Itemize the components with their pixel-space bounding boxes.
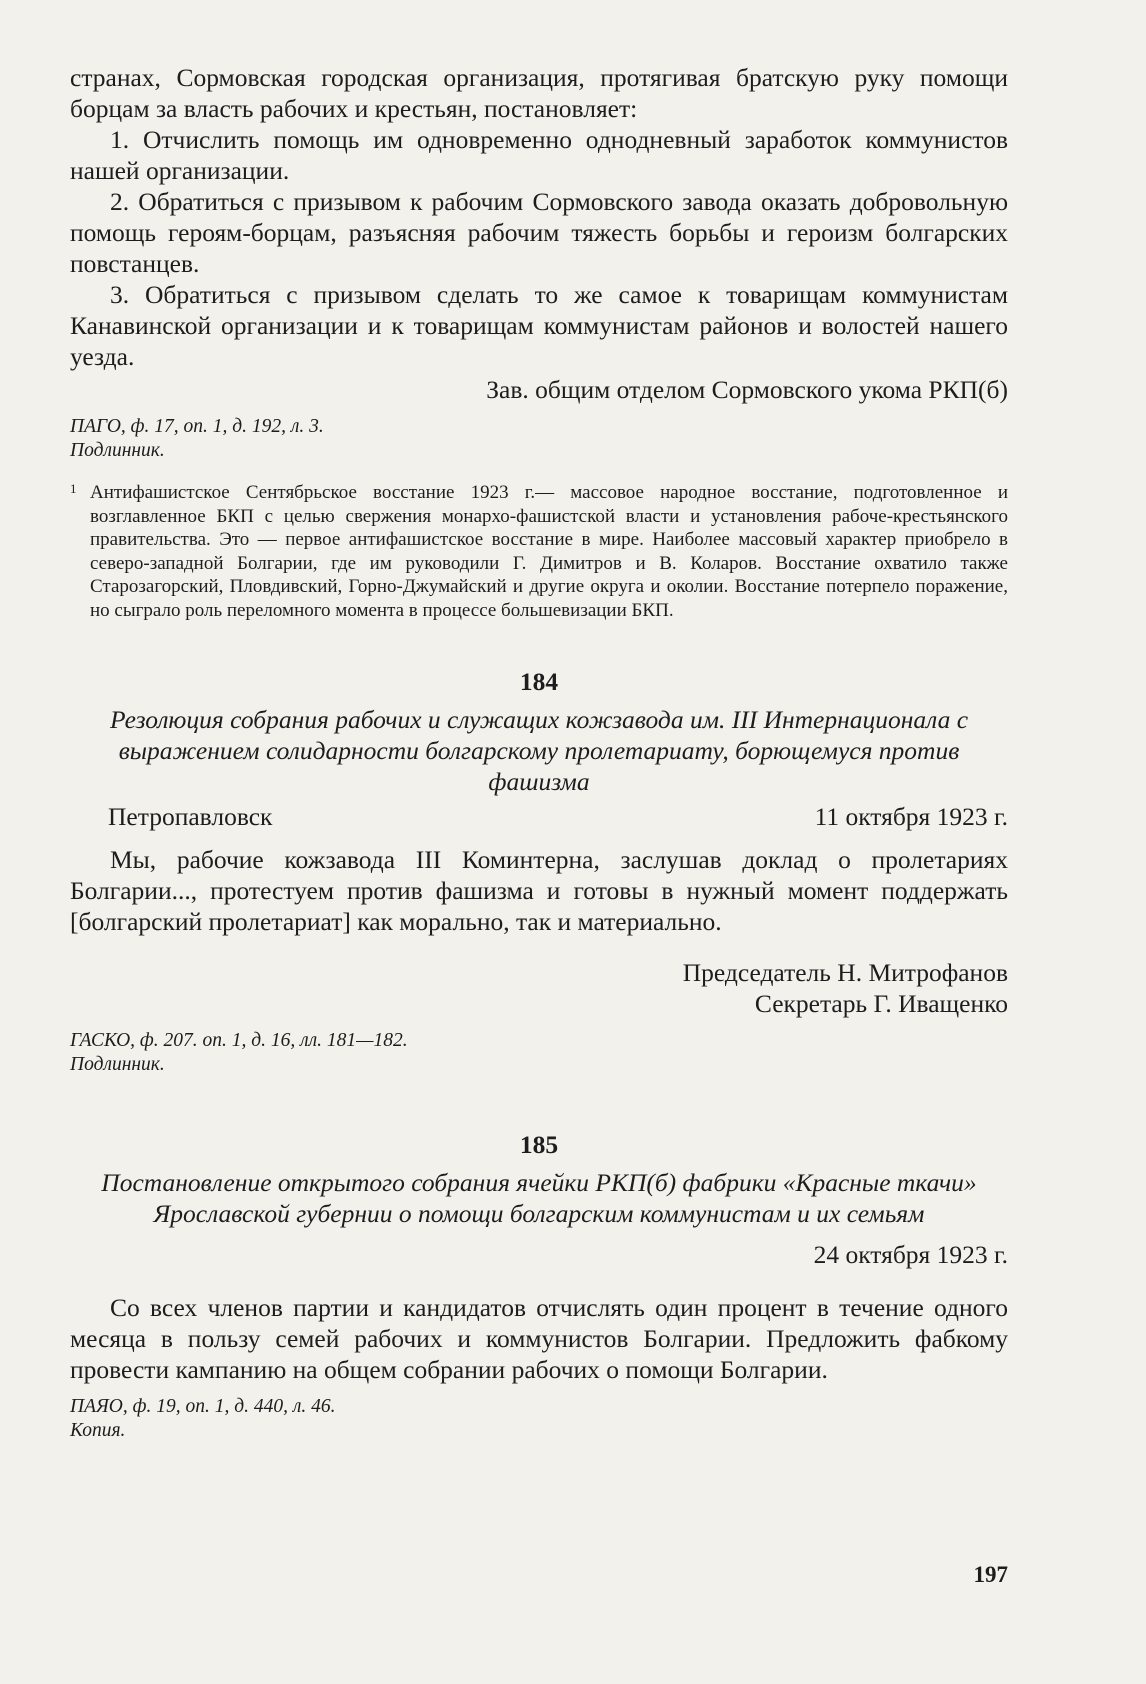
doc-184-signatures bbox=[70, 957, 1008, 1019]
footnote-text: Антифашистское Сентябрьское восстание 1923 г.— массовое народное восстание, подготовленное и возглавленное БКП с целью свержения монархо-фашистской власти и установления рабоче-крестьянского правительства. Это — первое антифашистское восстание в мире. Наиболее массовый характер приобрело в северо-западной Болгарии, где им руководили Г. Димитров и В. Коларов. Восстание охватило также Старозагорский, Пловдивский, Горно-Джумайский и другие округа и околии. Восстание потерпело поражение, но сыграло роль переломного момента в процессе большевизации БКП. bbox=[90, 482, 1008, 621]
doc-184-title: Резолюция собрания рабочих и служащих кожзавода им. III Интернационала с выражением солидарности болгарскому пролетариату, борющемуся против фашизма bbox=[109, 705, 969, 796]
doc-185-date: 24 октября 1923 г. bbox=[813, 1240, 1008, 1269]
intro-signature: Зав. общим отделом Сормовского укома РКП(б) bbox=[486, 375, 1008, 404]
document-185 bbox=[70, 1129, 1008, 1443]
resolution-item-2: 2. Обратиться с призывом к рабочим Сормовского завода оказать добровольную помощь героям-борцам, разъясняя рабочим тяжесть борьбы и героизм болгарских повстанцев. bbox=[70, 187, 1008, 278]
doc-184-dateline bbox=[70, 801, 1008, 832]
doc-184-archive-type: Подлинник. bbox=[70, 1054, 165, 1075]
doc-184-place: Петропавловск bbox=[108, 802, 273, 831]
intro-paragraph: странах, Сормовская городская организация, протягивая братскую руку помощи борцам за власть рабочих и крестьян, постановляет: bbox=[70, 63, 1008, 123]
intro-archive-reference bbox=[70, 415, 1008, 463]
doc-184-signer-chairman: Председатель Н. Митрофанов bbox=[682, 958, 1008, 987]
doc-185-archive-reference bbox=[70, 1395, 1008, 1443]
resolution-item-1: 1. Отчислить помощь им одновременно однодневный заработок коммунистов нашей организации. bbox=[70, 125, 1008, 185]
footnote-mark: 1 bbox=[70, 481, 77, 496]
resolution-item-3: 3. Обратиться с призывом сделать то же самое к товарищам коммунистам Канавинской организации и к товарищам коммунистам районов и волостей нашего уезда. bbox=[70, 280, 1008, 371]
document-184 bbox=[70, 666, 1008, 1077]
doc-184-date: 11 октября 1923 г. bbox=[814, 802, 1008, 831]
doc-184-number: 184 bbox=[519, 667, 559, 696]
doc-184-archive-source: ГАСКО, ф. 207. оп. 1, д. 16, лл. 181—182. bbox=[70, 1030, 408, 1051]
doc-184-signer-secretary: Секретарь Г. Иващенко bbox=[754, 989, 1008, 1018]
footnote bbox=[70, 481, 1008, 622]
intro-archive-source: ПАГО, ф. 17, оп. 1, д. 192, л. 3. bbox=[70, 416, 324, 437]
intro-archive-type: Подлинник. bbox=[70, 440, 165, 461]
doc-185-number: 185 bbox=[519, 1130, 559, 1159]
doc-184-text: Мы, рабочие кожзавода III Коминтерна, заслушав доклад о пролетариях Болгарии..., протестуем против фашизма и готовы в нужный момент поддержать [болгарский пролетариат] как морально, так и материально. bbox=[70, 845, 1008, 936]
doc-185-text: Со всех членов партии и кандидатов отчислять один процент в течение одного месяца в пользу семей рабочих и коммунистов Болгарии. Предложить фабкому провести кампанию на общем собрании рабочих о помощи Болгарии. bbox=[70, 1293, 1008, 1384]
doc-185-dateline bbox=[70, 1239, 1008, 1270]
doc-185-archive-type: Копия. bbox=[70, 1420, 126, 1441]
doc-185-archive-source: ПАЯО, ф. 19, оп. 1, д. 440, л. 46. bbox=[70, 1396, 336, 1417]
doc-184-archive-reference bbox=[70, 1029, 1008, 1077]
doc-185-title: Постановление открытого собрания ячейки РКП(б) фабрики «Красные ткачи» Ярославской губернии о помощи болгарским коммунистам и их семьям bbox=[101, 1168, 977, 1228]
page-number: 197 bbox=[973, 1562, 1008, 1587]
